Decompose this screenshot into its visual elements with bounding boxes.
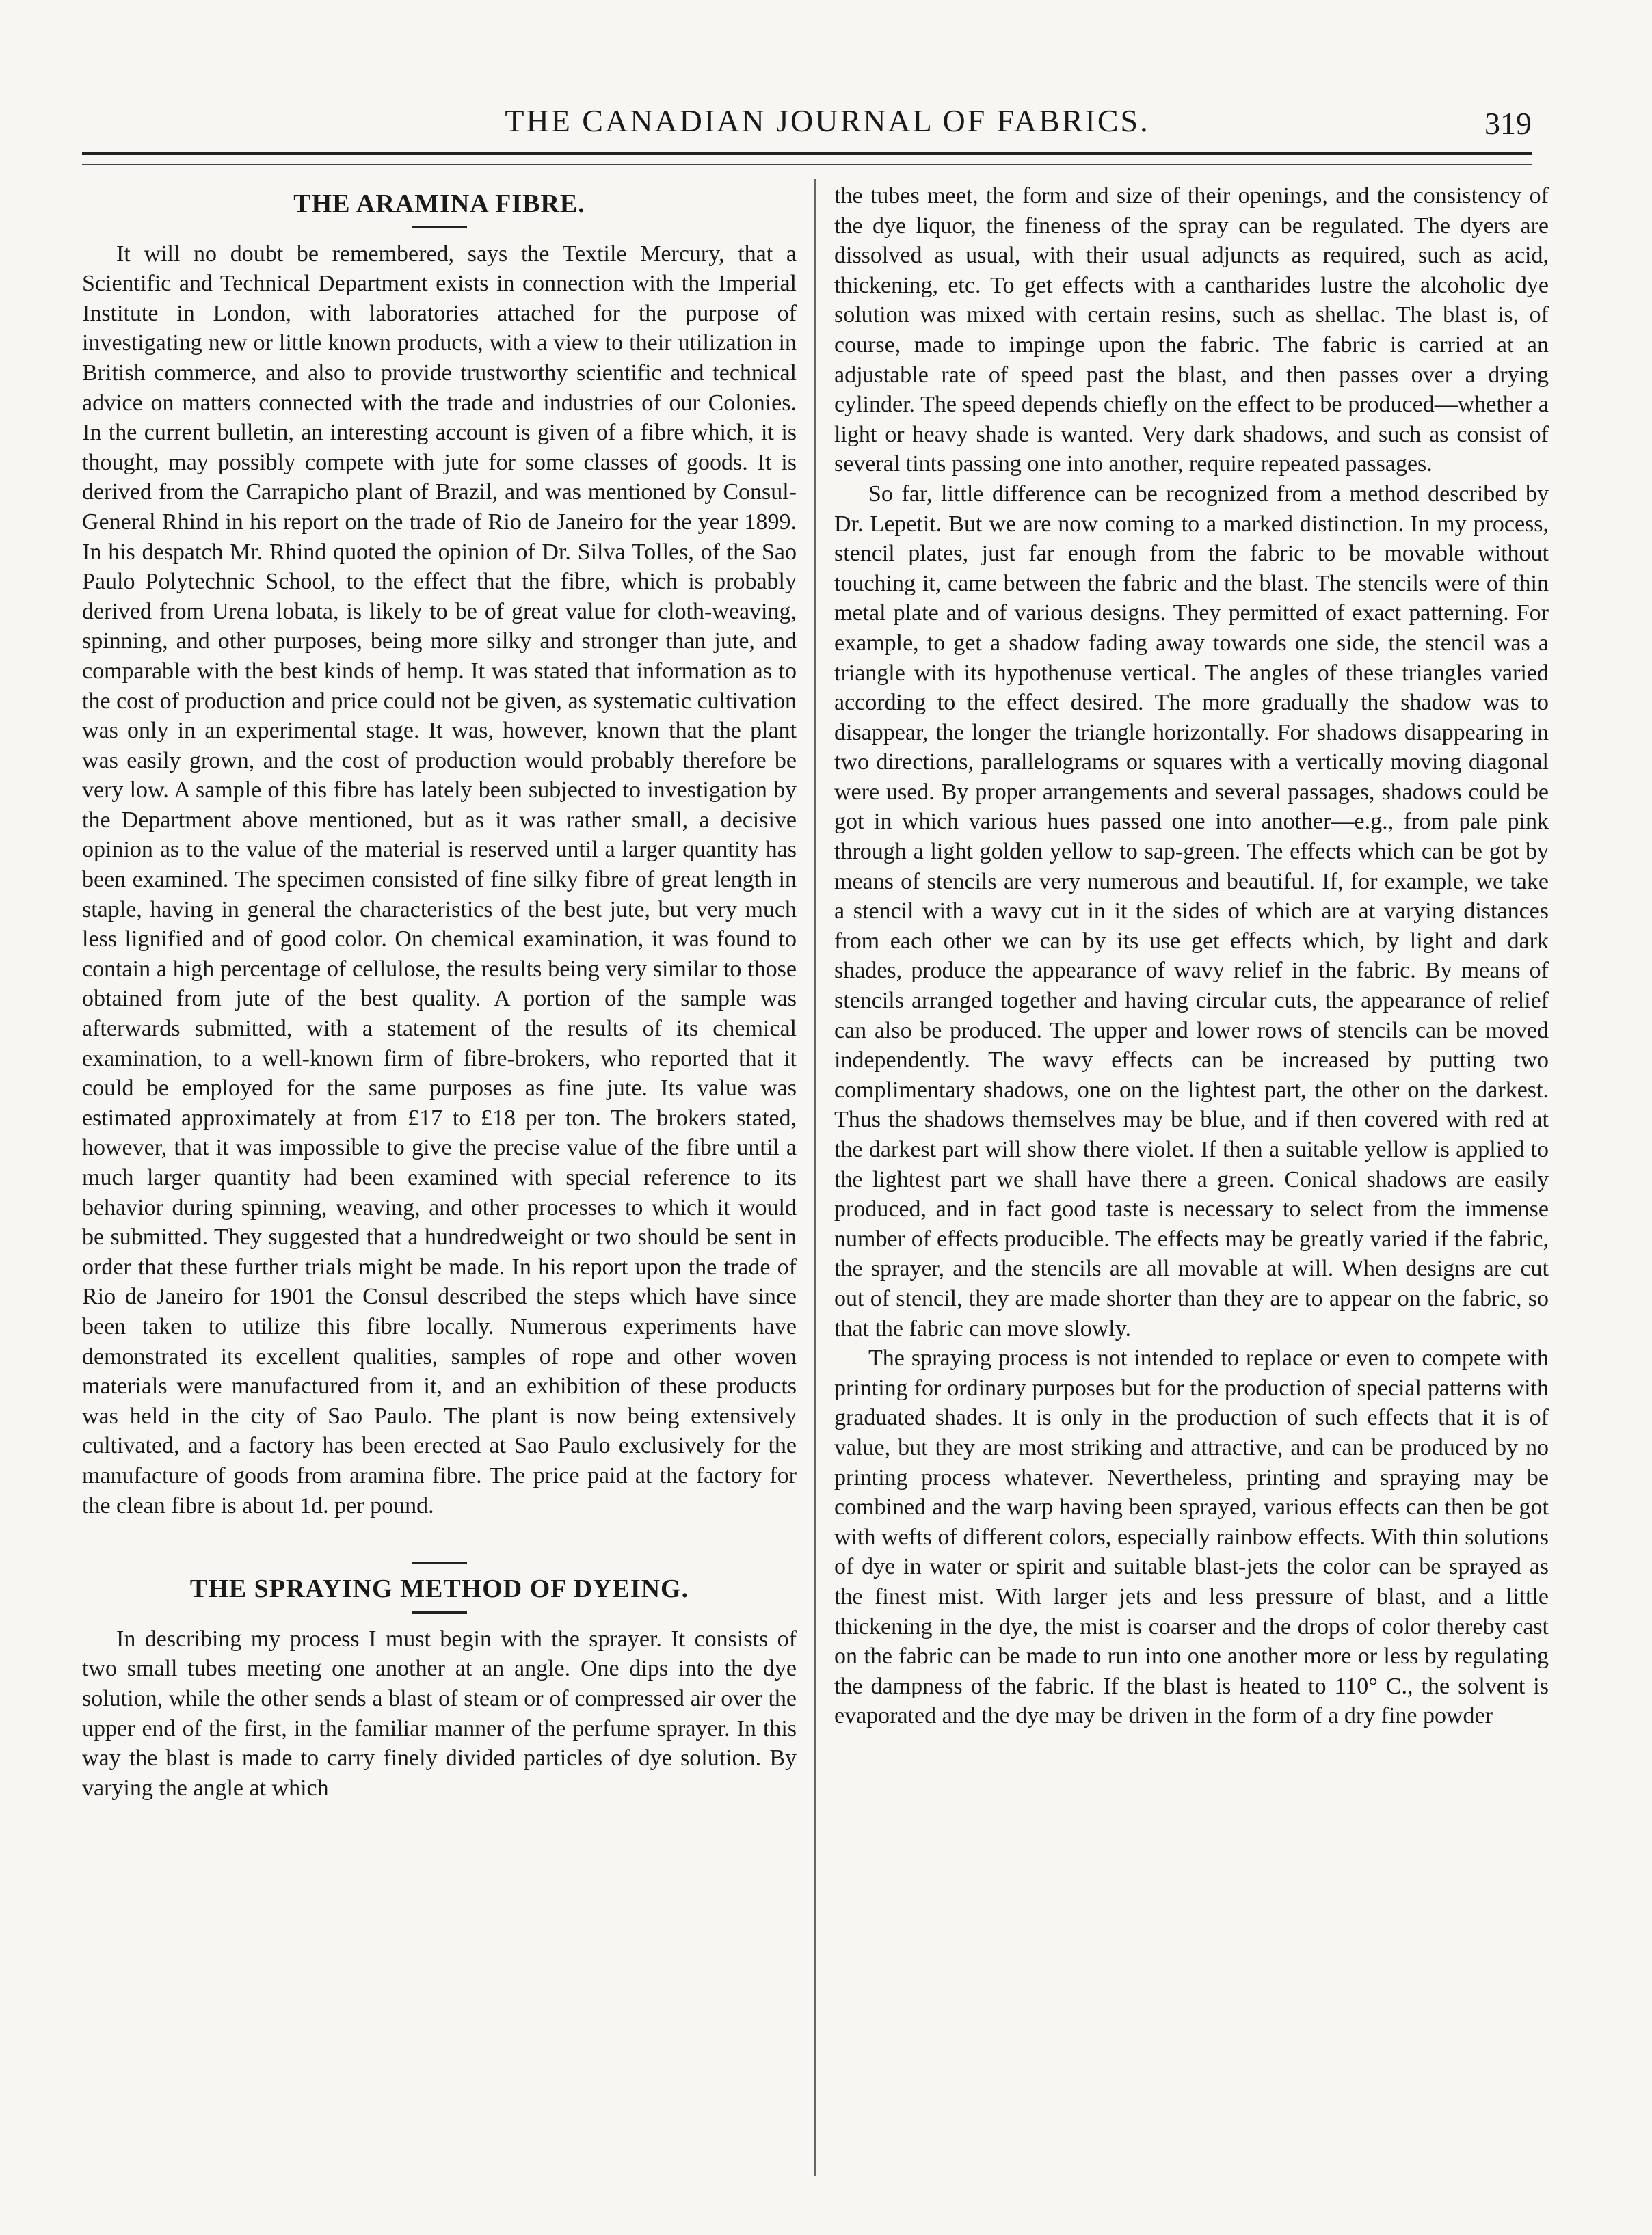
article-paragraph: So far, little difference can be recognized from a method described by Dr. Lepetit. But we are now coming to a marked distinction. In my process, stencil plates, just far enough from the fabric to be movable without touching it, came between the fabric and the blast. The stencils were of thin metal plate and of various designs. They permitted of exact patterning. For example, to get a shadow fading away towards one side, the stencil was a triangle with its hypothenuse vertical. The angles of these triangles varied according to the effect desired. The more gradually the shadow was to disappear, the longer the triangle horizontally. For shadows disappearing in two directions, parallelograms or squares with a vertically moving diagonal were used. By proper arrangements and several passages, shadows could be got in which various hues passed one into another—e.g., from pale pink through a light golden yellow to sap-green. The effects which can be got by means of stencils are very numerous and beautiful. If, for example, we take a stencil with a wavy cut in it the sides of which are at varying distances from each other we can by its use get effects which, by light and dark shades, produce the appearance of wavy relief in the fabric. By means of stencils arranged together and having circular cuts, the appearance of relief can also be produced. The upper and lower rows of stencils can be moved independently. The wavy effects can be increased by putting two complimentary shadows, one on the lightest part, the other on the darkest. Thus the shadows themselves may be blue, and if then covered with red at the darkest part will show there violet. If then a suitable yellow is applied to the lightest part we shall have there a green. Conical shadows are easily produced, and in fact good taste is necessary to select from the immense number of effects producible. The effects may be greatly varied if the fabric, the sprayer, and the stencils are all movable at will. When designs are cut out of stencil, they are made shorter than they are to appear on the fabric, so that the fabric can move slowly.	[834, 481, 1549, 1341]
article-title-aramina: THE ARAMINA FIBRE.	[293, 189, 585, 218]
article-paragraph: In describing my process I must begin with the sprayer. It consists of two small tubes meeting one another at an angle. One dips into the dye solution, while the other sends a blast of steam or of compressed air over the upper end of the first, in the familiar manner of the perfume sprayer. In this way the blast is made to carry finely divided particles of dye solution. By varying the angle at which	[82, 1626, 797, 1801]
article-paragraph: It will no doubt be remembered, says the Textile Mercury, that a Scientific and Technical Department exists in connection with the Imperial Institute in London, with laboratories attached for the purpose of investigating new or little known products, with a view to their utilization in British commerce, and also to provide trustworthy scientific and technical advice on matters connected with the trade and industries of our Colonies. In the current bulletin, an interesting account is given of a fibre which, it is thought, may possibly compete with jute for some classes of goods. It is derived from the Carrapicho plant of Brazil, and was mentioned by Consul-General Rhind in his report on the trade of Rio de Janeiro for the year 1899. In his despatch Mr. Rhind quoted the opinion of Dr. Silva Tolles, of the Sao Paulo Polytechnic School, to the effect that the fibre, which is probably derived from Urena lobata, is likely to be of great value for cloth-weaving, spinning, and other purposes, being more silky and stronger than jute, and comparable with the best kinds of hemp. It was stated that information as to the cost of production and price could not be given, as systematic cultivation was only in an experimental stage. It was, however, known that the plant was easily grown, and the cost of production would probably therefore be very low. A sample of this fibre has lately been subjected to investigation by the Department above mentioned, but as it was rather small, a decisive opinion as to the value of the material is reserved until a larger quantity has been examined. The specimen consisted of fine silky fibre of great length in staple, having in general the characteristics of the best jute, but very much less lignified and of good color. On chemical examination, it was found to contain a high percentage of cellulose, the results being very similar to those obtained from jute of the best quality. A portion of the sample was afterwards submitted, with a statement of the results of its chemical examination, to a well-known firm of fibre-brokers, who reported that it could be employed for the same purposes as fine jute. Its value was estimated approximately at from £17 to £18 per ton. The brokers stated, however, that it was impossible to give the precise value of the fibre until a much larger quantity had been examined with special reference to its behavior during spinning, weaving, and other processes to which it would be submitted. They suggested that a hundredweight or two should be sent in order that these further trials might be made. In his report upon the trade of Rio de Janeiro for 1901 the Consul described the steps which have since been taken to utilize this fibre locally. Numerous experiments have demonstrated its excellent qualities, samples of rope and other woven materials were manufactured from it, and an exhibition of these products was held in the city of Sao Paulo. The plant is now being extensively cultivated, and a factory has been erected at Sao Paulo exclusively for the manufacture of goods from aramina fibre. The price paid at the factory for the clean fibre is about 1d. per pound.	[82, 241, 797, 1518]
title-rule	[412, 1611, 467, 1614]
article-paragraph: The spraying process is not intended to replace or even to compete with printing for ordinary purposes but for the production of special patterns with graduated shades. It is only in the production of such effects that it is of value, but they are most striking and attractive, and can be produced by no printing process whatever. Nevertheless, printing and spraying may be combined and the warp having been sprayed, various effects can then be got with wefts of different colors, especially rainbow effects. With thin solutions of dye in water or spirit and suitable blast-jets the color can be sprayed as the finest mist. With larger jets and less pressure of blast, and a little thickening in the dye, the mist is coarser and the drops of color thereby cast on the fabric can be made to run into one another more or less by regulating the dampness of the fabric. If the blast is heated to 110° C., the solvent is evaporated and the dye may be driven in the form of a dry fine powder	[834, 1346, 1549, 1729]
page-number: 319	[1484, 106, 1532, 141]
column-divider	[814, 179, 816, 2176]
article-title-spraying: THE SPRAYING METHOD OF DYEING.	[189, 1575, 689, 1604]
journal-title: THE CANADIAN JOURNAL OF FABRICS.	[505, 103, 1150, 138]
section-divider-rule	[412, 1562, 467, 1564]
article-paragraph: the tubes meet, the form and size of their openings, and the consistency of the dye liquor, the fineness of the spray can be regulated. The dyers are dissolved as usual, with their usual adjuncts as required, such as acid, thickening, etc. To get effects with a cantharides lustre the alcoholic dye solution was mixed with certain resins, such as shellac. The blast is, of course, made to impinge upon the fabric. The fabric is carried at an adjustable rate of speed past the blast, and then passes over a drying cylinder. The speed depends chiefly on the effect to be produced—whether a light or heavy shade is wanted. Very dark shadows, and such as consist of several tints passing one into another, require repeated passages.	[834, 183, 1549, 477]
right-column	[834, 181, 1549, 1731]
title-rule	[412, 226, 467, 228]
left-column	[82, 181, 797, 1803]
header-rule	[82, 152, 1532, 165]
page-header	[82, 103, 1573, 150]
